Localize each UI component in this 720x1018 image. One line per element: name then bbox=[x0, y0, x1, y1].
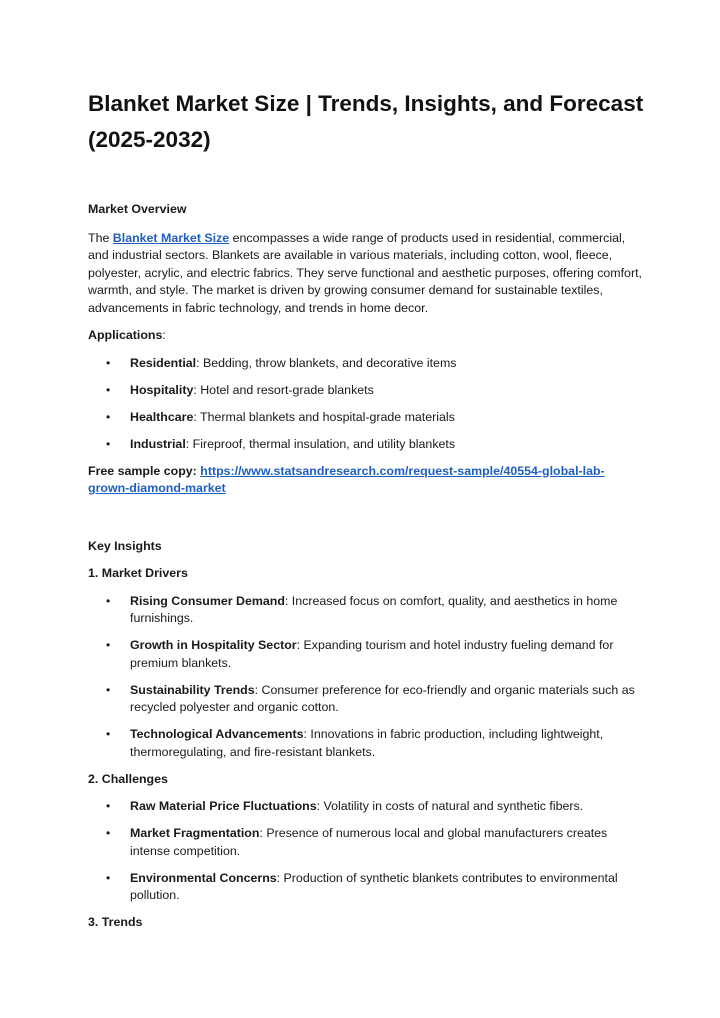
challenges-list bbox=[88, 798, 644, 905]
list-item bbox=[88, 593, 644, 628]
market-drivers-heading: 1. Market Drivers bbox=[88, 566, 188, 580]
list-item-term: Sustainability Trends bbox=[130, 682, 255, 697]
list-item-desc: : Hotel and resort-grade blankets bbox=[193, 382, 374, 397]
key-insights-heading: Key Insights bbox=[88, 538, 162, 553]
list-item bbox=[88, 436, 644, 454]
free-sample-line bbox=[88, 463, 644, 498]
bullet-icon: • bbox=[106, 826, 111, 840]
market-drivers-list bbox=[88, 593, 644, 762]
free-sample-label: Free sample copy: bbox=[88, 463, 201, 478]
list-item-term: Healthcare bbox=[130, 409, 194, 424]
list-item bbox=[88, 825, 644, 860]
document-body bbox=[88, 201, 644, 932]
list-item bbox=[88, 382, 644, 400]
list-item-term: Raw Material Price Fluctuations bbox=[130, 799, 317, 813]
list-item bbox=[88, 798, 644, 816]
list-item-term: Technological Advancements bbox=[130, 727, 304, 741]
bullet-icon: • bbox=[106, 682, 111, 697]
challenges-heading: 2. Challenges bbox=[88, 771, 168, 786]
market-overview-heading: Market Overview bbox=[88, 202, 187, 216]
applications-list bbox=[88, 355, 644, 454]
blanket-market-size-link[interactable]: Blanket Market Size bbox=[112, 230, 230, 245]
list-item bbox=[88, 355, 644, 373]
list-item-desc: : Expanding tourism and hotel industry fueling demand for premium blankets. bbox=[130, 638, 614, 670]
list-item-desc: : Increased focus on comfort, quality, and aesthetics in home furnishings. bbox=[130, 593, 618, 625]
bullet-icon: • bbox=[106, 382, 111, 397]
list-item-desc: : Volatility in costs of natural and synthetic fibers. bbox=[316, 799, 584, 813]
list-item-term: Hospitality bbox=[130, 382, 194, 397]
list-item bbox=[88, 637, 644, 672]
list-item-desc: : Presence of numerous local and global manufacturers creates intense competition. bbox=[130, 826, 608, 858]
bullet-icon: • bbox=[106, 409, 111, 424]
list-item bbox=[88, 682, 644, 717]
list-item-desc: : Innovations in fabric production, including lightweight, thermoregulating, and fire-resistant blankets. bbox=[130, 727, 604, 759]
list-item-term: Market Fragmentation bbox=[130, 826, 260, 840]
bullet-icon: • bbox=[106, 799, 111, 813]
bullet-icon: • bbox=[106, 593, 111, 608]
trends-heading: 3. Trends bbox=[88, 915, 143, 929]
bullet-icon: • bbox=[106, 638, 111, 652]
list-item bbox=[88, 726, 644, 761]
bullet-icon: • bbox=[106, 355, 111, 370]
list-item-desc: : Thermal blankets and hospital-grade materials bbox=[193, 409, 455, 424]
page-title: Blanket Market Size | Trends, Insights, and Forecast (2025-2032) bbox=[88, 91, 644, 152]
list-item-desc: : Consumer preference for eco-friendly and organic materials such as recycled polyester and organic cotton. bbox=[130, 682, 635, 714]
bullet-icon: • bbox=[106, 436, 111, 451]
applications-heading: Applications: bbox=[88, 328, 166, 342]
overview-paragraph bbox=[88, 230, 644, 318]
overview-intro-before: The bbox=[88, 230, 113, 245]
list-item-desc: : Production of synthetic blankets contributes to environmental pollution. bbox=[130, 870, 618, 902]
applications-heading-text: Applications bbox=[88, 328, 163, 342]
list-item-desc: : Fireproof, thermal insulation, and utility blankets bbox=[185, 436, 456, 451]
bullet-icon: • bbox=[106, 870, 111, 885]
overview-intro-after: encompasses a wide range of products used in residential, commercial, and industrial sectors. Blankets are available in various materials, including cotton, wool, fleece, polyester, acrylic, and electric fabrics. They serve functional and aesthetic purposes, offering comfort, warmth, and style. The market is driven by growing consumer demand for sustainable textiles, advancements in fabric technology, and trends in home decor. bbox=[88, 230, 642, 315]
list-item-term: Rising Consumer Demand bbox=[130, 593, 285, 608]
bullet-icon: • bbox=[106, 727, 111, 741]
list-item-term: Environmental Concerns bbox=[130, 870, 277, 885]
list-item-term: Industrial bbox=[130, 436, 186, 451]
list-item-term: Residential bbox=[130, 355, 197, 370]
list-item bbox=[88, 870, 644, 905]
list-item-desc: : Bedding, throw blankets, and decorative items bbox=[196, 355, 457, 370]
list-item bbox=[88, 409, 644, 427]
list-item-term: Growth in Hospitality Sector bbox=[130, 638, 297, 652]
free-sample-link[interactable]: https://www.statsandresearch.com/request-sample/40554-global-lab-grown-diamond-market bbox=[88, 463, 605, 495]
